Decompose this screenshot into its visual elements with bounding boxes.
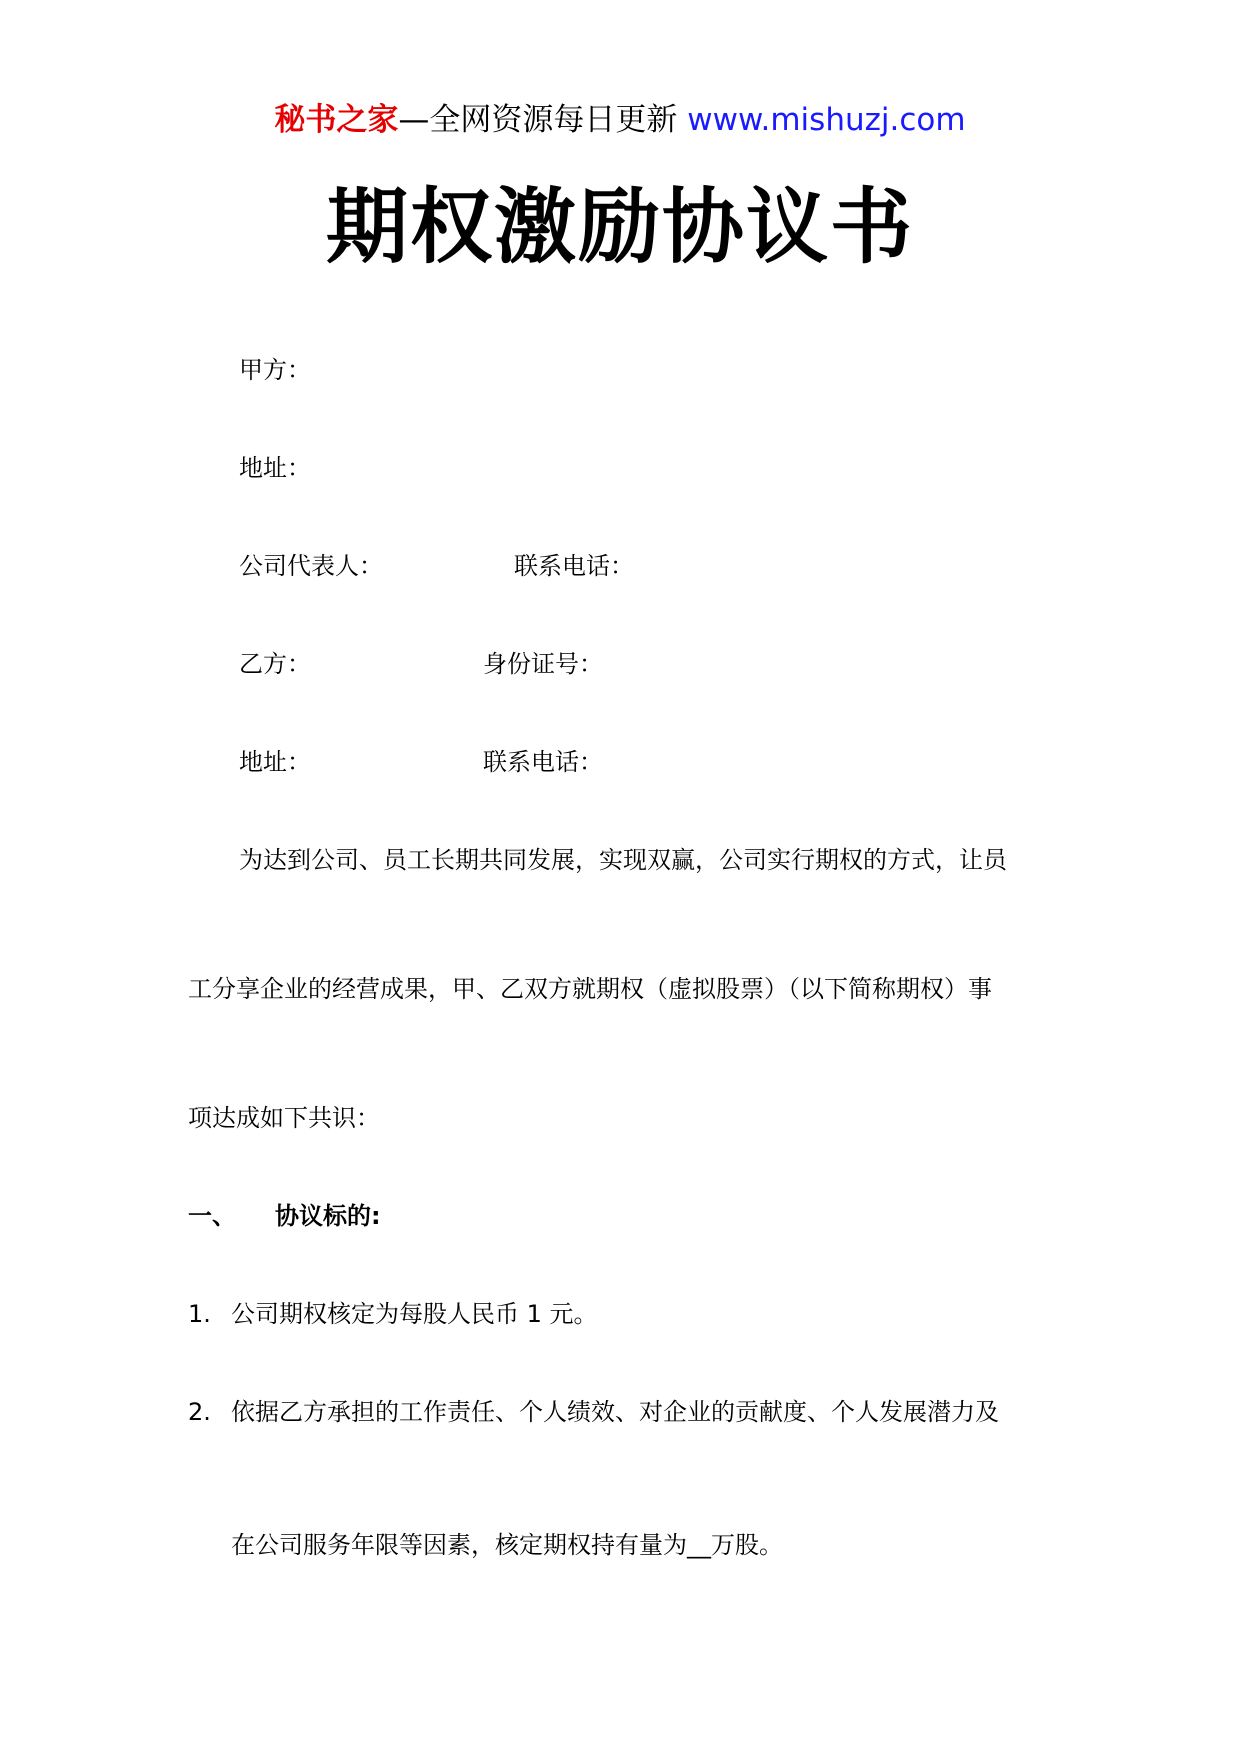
document-title: 期权激励协议书 xyxy=(325,180,914,275)
preamble-line-2: 工分享企业的经营成果，甲、乙双方就期权（虚拟股票）（以下简称期权）事 xyxy=(188,975,992,1003)
party-a-label: 甲方： xyxy=(239,356,311,384)
party-a-representative-label: 公司代表人： xyxy=(239,552,383,580)
brand-name: 秘书之家 xyxy=(274,102,399,138)
party-b-address-label: 地址： xyxy=(239,748,311,776)
item-1-number: 1. xyxy=(188,1300,211,1328)
party-a-phone-label: 联系电话： xyxy=(514,552,634,580)
site-header xyxy=(0,98,1240,142)
party-b-id-label: 身份证号： xyxy=(483,650,603,678)
item-2-text-line-2: 在公司服务年限等因素，核定期权持有量为__万股。 xyxy=(231,1531,783,1559)
party-b-phone-label: 联系电话： xyxy=(483,748,603,776)
header-tagline: —全网资源每日更新 xyxy=(398,102,688,138)
preamble-line-3: 项达成如下共识： xyxy=(188,1104,380,1132)
item-1-text: 公司期权核定为每股人民币 1 元。 xyxy=(231,1300,598,1328)
item-2-text-line-1: 依据乙方承担的工作责任、个人绩效、对企业的贡献度、个人发展潜力及 xyxy=(231,1398,999,1426)
item-2-number: 2. xyxy=(188,1398,211,1426)
party-a-address-label: 地址： xyxy=(239,454,311,482)
section-1-title: 协议标的: xyxy=(275,1202,381,1230)
site-link[interactable]: www.mishuzj.com xyxy=(687,102,966,138)
section-1-number: 一、 xyxy=(188,1202,236,1230)
party-b-label: 乙方： xyxy=(239,650,311,678)
preamble-line-1: 为达到公司、员工长期共同发展，实现双赢，公司实行期权的方式，让员 xyxy=(239,846,1007,874)
